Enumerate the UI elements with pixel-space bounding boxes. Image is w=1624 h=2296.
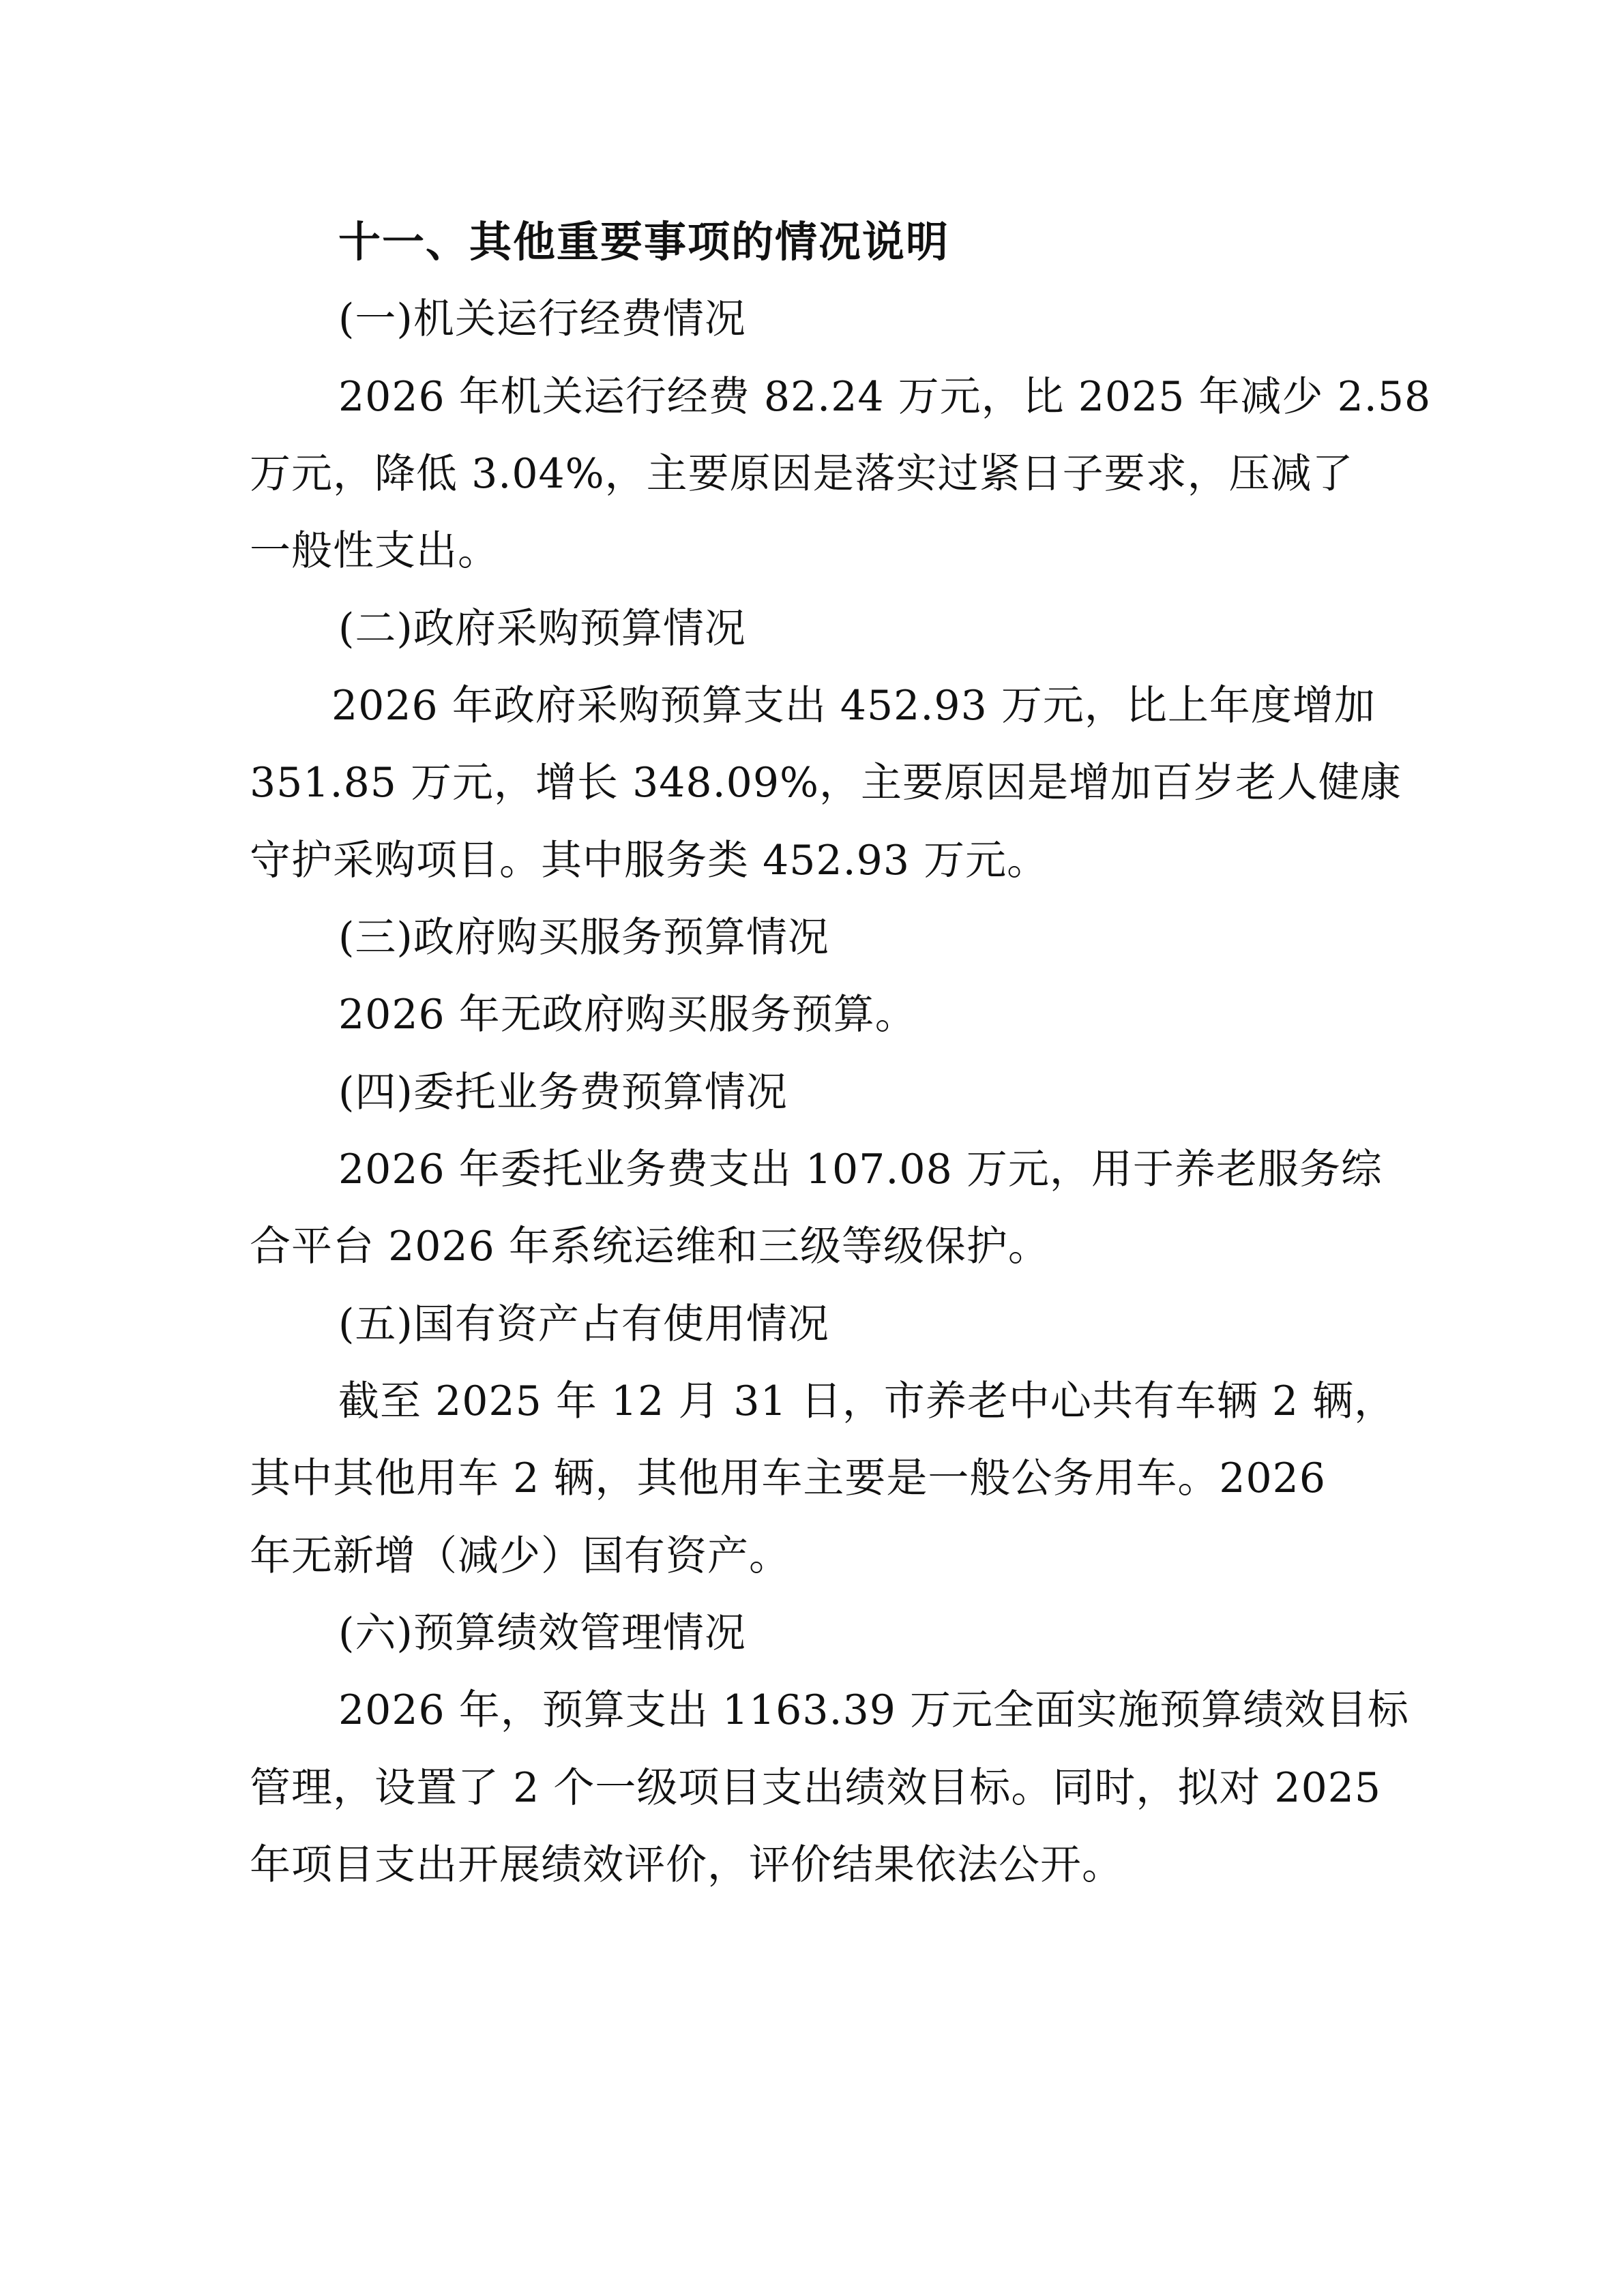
paragraph-line: 合平台 2026 年系统运维和三级等级保护。 <box>250 1223 1050 1270</box>
paragraph-line: 2026 年无政府购买服务预算。 <box>338 991 917 1039</box>
section-title-purchased-services: (三)政府购买服务预算情况 <box>338 914 829 961</box>
section-title-performance-management: (六)预算绩效管理情况 <box>338 1609 746 1657</box>
section-title-operating-expenses: (一)机关运行经费情况 <box>338 295 746 343</box>
paragraph-line: 一般性支出。 <box>250 527 499 575</box>
section-title-commissioned-business: (四)委托业务费预算情况 <box>338 1069 788 1116</box>
paragraph-line: 守护采购项目。其中服务类 452.93 万元。 <box>250 837 1049 884</box>
page-heading: 十一、其他重要事项的情况说明 <box>338 217 950 267</box>
paragraph-line: 2026 年机关运行经费 82.24 万元，比 2025 年减少 2.58 <box>338 373 1432 421</box>
paragraph-line: 截至 2025 年 12 月 31 日，市养老中心共有车辆 2 辆， <box>338 1377 1396 1425</box>
paragraph-line: 351.85 万元，增长 348.09%，主要原因是增加百岁老人健康 <box>250 759 1402 807</box>
paragraph-line: 年无新增（减少）国有资产。 <box>250 1532 791 1580</box>
paragraph-line: 管理，设置了 2 个一级项目支出绩效目标。同时，拟对 2025 <box>250 1764 1382 1812</box>
paragraph-line: 2026 年政府采购预算支出 452.93 万元，比上年度增加 <box>331 682 1376 730</box>
paragraph-line: 年项目支出开展绩效评价，评价结果依法公开。 <box>250 1841 1123 1889</box>
paragraph-line: 2026 年委托业务费支出 107.08 万元，用于养老服务综 <box>338 1146 1383 1193</box>
paragraph-line: 其中其他用车 2 辆，其他用车主要是一般公务用车。2026 <box>250 1455 1327 1502</box>
section-title-government-procurement: (二)政府采购预算情况 <box>338 605 746 653</box>
section-title-state-assets: (五)国有资产占有使用情况 <box>338 1300 829 1348</box>
paragraph-line: 2026 年，预算支出 1163.39 万元全面实施预算绩效目标 <box>338 1686 1410 1734</box>
paragraph-line: 万元，降低 3.04%，主要原因是落实过紧日子要求，压减了 <box>250 450 1354 498</box>
